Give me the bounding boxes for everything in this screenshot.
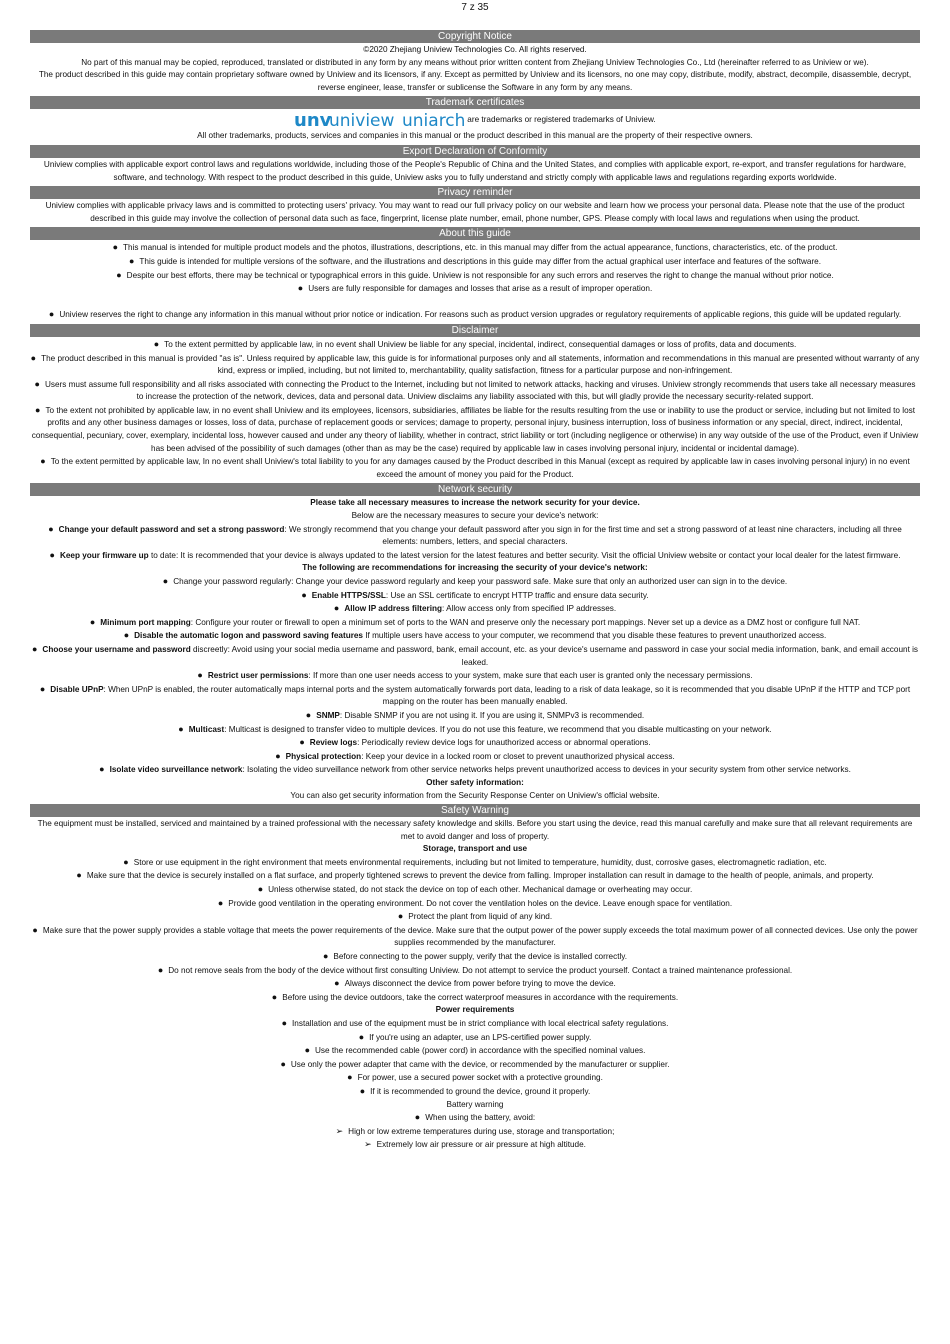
trademark-suffix: are trademarks or registered trademarks of Uniview. xyxy=(467,115,656,125)
logo-uniview: uniview xyxy=(329,111,395,131)
network-recommend-item: ● Minimum port mapping: Configure your router or firewall to open a minimum set of ports to the WAN and preserve only the necessary port mappings. Never set up a device as a DMZ host or configure full NAT. xyxy=(30,616,920,630)
safety-section xyxy=(30,804,920,1152)
copyright-line: The product described in this guide may contain proprietary software owned by Uniview and its licensors, if any. Except as permitted by Uniview and its licensors, no one may copy, distribute, modify, abstract, decompile, disassemble, decrypt, reverse engineer, lease, transfer or sublicense the Software in any form by any means. xyxy=(38,70,912,92)
logo-unv: unv xyxy=(294,110,332,131)
power-title: Power requirements xyxy=(435,1005,515,1015)
copyright-line: ©2020 Zhejiang Uniview Technologies Co. All rights reserved. xyxy=(363,45,587,54)
power-item: ● Use only the power adapter that came with the device, or recommended by the manufacturer or supplier. xyxy=(30,1058,920,1072)
about-bullet: ● Despite our best efforts, there may be technical or typographical errors in this guide. Uniview is not responsible for any such errors and reserves the right to change the manual without prior notice. xyxy=(30,269,920,283)
battery-title: Battery warning xyxy=(446,1099,504,1109)
disclaimer-bullet: ● To the extent not prohibited by applicable law, in no event shall Uniview and its employees, licensors, subsidiaries, affiliates be liable for the results resulting from the use or inability to use the product or service, including but not limited to lost profits and any other business damages or losses, loss of data, purchase of replacement goods or services; damage to property, personal injury, business interruption, loss of business information or any special, direct, indirect, incidental, consequential, pecuniary, cover, exemplary, incidental loss, however caused and under any theory of liability, whether in contract, strict liability or tort (including negligence or otherwise) in any way outside of the use of the Product, even if Uniview has been advised of the possibility of such damages (other than as may be the case) required by applicable law in cases involving personal injury, incidental or incidental damage). xyxy=(30,404,920,455)
power-item: ● If it is recommended to ground the device, ground it properly. xyxy=(30,1085,920,1099)
network-recommend-title: The following are recommendations for increasing the security of your device's network: xyxy=(302,563,648,573)
network-recommend-item: ● Isolate video surveillance network: Isolating the video surveillance network from other service networks helps prevent unauthorized access to devices in your security system from other service networks. xyxy=(30,763,920,777)
about-bullet: ● Users are fully responsible for damages and losses that arise as a result of improper operation. xyxy=(30,282,920,296)
network-recommend-item: ● Allow IP address filtering: Allow access only from specified IP addresses. xyxy=(30,602,920,616)
export-text: Uniview complies with applicable export control laws and regulations worldwide, including those of the People's Republic of China and the United States, and complies with applicable export, re-export, and transfer regulations for hardware, software, and technology. With respect to the product described in this guide, Uniview asks you to fully understand and strictly comply with applicable laws and regulations regarding exports worldwide. xyxy=(43,159,907,182)
network-recommend-item: ● Restrict user permissions: If more than one user needs access to your system, make sure that each user is granted only the necessary permissions. xyxy=(30,669,920,683)
network-recommend-item: ● Enable HTTPS/SSL: Use an SSL certificate to encrypt HTTP traffic and ensure data security. xyxy=(30,589,920,603)
safety-intro: The equipment must be installed, serviced and maintained by a trained professional with the necessary safety knowledge and skills. Before you start using the device, read this manual carefully and make sure that all relevant requirements are met to avoid danger and loss of property. xyxy=(37,819,913,841)
disclaimer-bullet: ● Users must assume full responsibility and all risks associated with connecting the Product to the Internet, including but not limited to network attacks, hacking and viruses. Uniview strongly recommends that users take all necessary measures to increase the protection of the network, devices, data and personal data. Uniview disclaims any liability associated with this, but will gladly provide the necessary security-related support. xyxy=(30,378,920,404)
network-other-text: You can also get security information from the Security Response Center on Uniview's official website. xyxy=(290,790,660,800)
disclaimer-bullet: ● To the extent permitted by applicable law, in no event shall Uniview be liable for any special, incidental, indirect, consequential damages or loss of profits, data and documents. xyxy=(30,338,920,352)
copyright-header: Copyright Notice xyxy=(30,30,920,43)
storage-item: ● Provide good ventilation in the operating environment. Do not cover the ventilation holes on the device. Leave enough space for ventilation. xyxy=(30,897,920,911)
network-recommend-item: ● Disable the automatic logon and password saving features If multiple users have access to your computer, we recommend that you disable these features to prevent unauthorized access. xyxy=(30,629,920,643)
privacy-text: Uniview complies with applicable privacy laws and is committed to protecting users' privacy. You may want to read our full privacy policy on our website and learn how we process your personal data. Please note that the use of the product described in this guide may involve the collection of personal data such as face, fingerprint, license plate number, email, phone number, GPS. Please comply with local laws and regulations when using the product. xyxy=(45,201,905,223)
network-recommend-item: ● Multicast: Multicast is designed to transfer video to multiple devices. If you do not use this feature, we recommend that you disable multicasting on your network. xyxy=(30,723,920,737)
copyright-line: No part of this manual may be copied, reproduced, translated or distributed in any form by any means without prior written content from Zhejiang Uniview Technologies Co., Ltd (hereinafter referred to as Uniview or we). xyxy=(81,57,869,67)
network-other-title: Other safety information: xyxy=(426,777,524,787)
export-header: Export Declaration of Conformity xyxy=(30,145,920,158)
battery-bullet: ● When using the battery, avoid: xyxy=(30,1111,920,1125)
network-intro: Below are the necessary measures to secure your device's network: xyxy=(351,511,599,521)
storage-item: ● Make sure that the power supply provides a stable voltage that meets the power requirements of the device. Make sure that the output power of the power supply exceeds the total maximum power of all connected devices. Use only the power supplies recommended by the manufacturer. xyxy=(30,924,920,950)
about-bullet: ● This manual is intended for multiple product models and the photos, illustrations, descriptions, etc. in this manual may differ from the actual appearance, functions, characteristics, etc. of the product. xyxy=(30,241,920,255)
network-necessary-item: ● Change your default password and set a strong password: We strongly recommend that you change your default password after you sign in for the first time and set a strong password of at least nine characters, including all three elements: numbers, letters, and special characters. xyxy=(30,523,920,549)
privacy-section xyxy=(30,186,920,225)
storage-item: ● Before using the device outdoors, take the correct waterproof measures in accordance with the requirements. xyxy=(30,991,920,1005)
about-header: About this guide xyxy=(30,227,920,240)
storage-item: ● Protect the plant from liquid of any kind. xyxy=(30,910,920,924)
copyright-section xyxy=(30,30,920,94)
network-recommend-item: ● Review logs: Periodically review device logs for unauthorized access or abnormal operations. xyxy=(30,736,920,750)
storage-item: ● Make sure that the device is securely installed on a flat surface, and properly tightened screws to prevent the device from falling. Improper installation can result in damage to the health of people, animals, and property. xyxy=(30,869,920,883)
network-recommend-item: ● Change your password regularly: Change your device password regularly and keep your password safe. Make sure that only an authorized user can sign in to the device. xyxy=(30,575,920,589)
network-section xyxy=(30,483,920,802)
storage-item: ● Before connecting to the power supply, verify that the device is installed correctly. xyxy=(30,950,920,964)
disclaimer-bullet: ● To the extent permitted by applicable law, In no event shall Uniview's total liability to you for any damages caused by the Product described in this Manual (except as required by applicable law in cases involving personal injury) in no event exceed the amount of money you paid for the Product. xyxy=(30,455,920,481)
power-item: ● Installation and use of the equipment must be in strict compliance with local electrical safety regulations. xyxy=(30,1017,920,1031)
power-item: ● Use the recommended cable (power cord) in accordance with the specified nominal values. xyxy=(30,1044,920,1058)
disclaimer-bullet: ● The product described in this manual is provided "as is". Unless required by applicable law, this guide is for informational purposes only and all statements, information and recommendations in this manual are presented without warranty of any kind, express or implied, including, but not limited to, merchantability, quality satisfaction, fitness for a particular purpose and non-infringement. xyxy=(30,352,920,378)
trademark-section xyxy=(30,96,920,143)
storage-item: ● Unless otherwise stated, do not stack the device on top of each other. Mechanical damage or overheating may occur. xyxy=(30,883,920,897)
storage-item: ● Store or use equipment in the right environment that meets environmental requirements, including but not limited to temperature, humidity, dust, corrosive gases, electromagnetic radiation, etc. xyxy=(30,856,920,870)
trademark-line: All other trademarks, products, services and companies in this manual or the product described in this manual are the property of their respective owners. xyxy=(197,131,753,141)
logo-uniarch: uniarch xyxy=(402,111,466,131)
network-necessary-item: ● Keep your firmware up to date: It is recommended that your device is always updated to the latest version for the latest features and better security. Visit the official Uniview website or contact your local dealer for the latest firmware. xyxy=(30,549,920,563)
uniview-logos xyxy=(294,110,466,130)
network-recommend-item: ● SNMP: Disable SNMP if you are not using it. If you are using it, SNMPv3 is recommended. xyxy=(30,709,920,723)
network-header: Network security xyxy=(30,483,920,496)
battery-sub-item: ➢ Extremely low air pressure or air pressure at high altitude. xyxy=(30,1138,920,1152)
safety-header: Safety Warning xyxy=(30,804,920,817)
power-item: ● For power, use a secured power socket with a protective grounding. xyxy=(30,1071,920,1085)
disclaimer-section xyxy=(30,324,920,482)
battery-sub-item: ➢ High or low extreme temperatures during use, storage and transportation; xyxy=(30,1125,920,1139)
disclaimer-header: Disclaimer xyxy=(30,324,920,337)
privacy-header: Privacy reminder xyxy=(30,186,920,199)
page-number: 7 z 35 xyxy=(461,2,489,13)
trademark-logo-line xyxy=(30,110,920,130)
network-recommend-item: ● Choose your username and password discreetly: Avoid using your social media username and password, bank, email account, etc. as your device's username and password in case your social media information, bank, and email account is leaked. xyxy=(30,643,920,669)
power-item: ● If you're using an adapter, use an LPS-certified power supply. xyxy=(30,1031,920,1045)
network-intro-bold: Please take all necessary measures to increase the network security for your device. xyxy=(310,498,640,508)
storage-item: ● Always disconnect the device from power before trying to move the device. xyxy=(30,977,920,991)
about-section xyxy=(30,227,920,322)
trademark-header: Trademark certificates xyxy=(30,96,920,109)
about-bullet: ● This guide is intended for multiple versions of the software, and the illustrations and descriptions in this guide may differ from the actual graphical user interface and features of the software. xyxy=(30,255,920,269)
about-bullet: ● Uniview reserves the right to change any information in this manual without prior notice or indication. For reasons such as product version upgrades or regulatory requirements of applicable regions, this guide will be updated regularly. xyxy=(30,308,920,322)
network-recommend-item: ● Physical protection: Keep your device in a locked room or closet to prevent unauthorized physical access. xyxy=(30,750,920,764)
storage-title: Storage, transport and use xyxy=(422,844,528,854)
export-section xyxy=(30,145,920,184)
network-recommend-item: ● Disable UPnP: When UPnP is enabled, the router automatically maps internal ports and the system automatically forwards port data, leading to a risk of data leakage, so it is recommended that you disable UPnP if the HTTP and TCP port mapping on the router has been manually enabled. xyxy=(30,683,920,709)
storage-item: ● Do not remove seals from the body of the device without first consulting Uniview. Do not attempt to service the product yourself. Contact a trained maintenance professional. xyxy=(30,964,920,978)
